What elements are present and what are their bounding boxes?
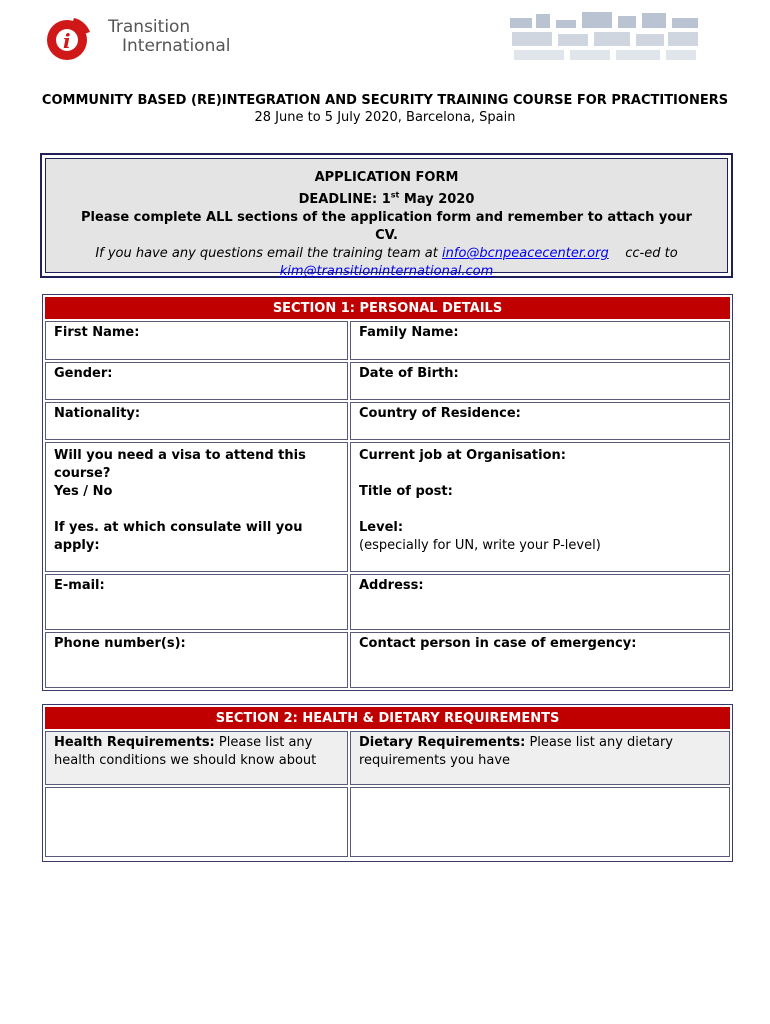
transition-international-logo [44, 14, 254, 64]
country-of-residence-field[interactable]: Country of Residence: [350, 402, 730, 440]
dietary-requirements-label: Dietary Requirements: Please list any dietary requirements you have [350, 731, 730, 785]
section-personal-details [42, 294, 733, 691]
gender-field[interactable]: Gender: [45, 362, 348, 400]
nationality-field[interactable]: Nationality: [45, 402, 348, 440]
document-title [40, 93, 730, 126]
visa-field[interactable]: Will you need a visa to attend this course? Yes / No If yes. at which consulate will you apply: [45, 442, 348, 572]
phone-field[interactable]: Phone number(s): [45, 632, 348, 688]
email-link-info[interactable]: info@bcnpeacecenter.org [442, 246, 609, 262]
svg-text:i: i [63, 29, 71, 53]
date-of-birth-field[interactable]: Date of Birth: [350, 362, 730, 400]
first-name-field[interactable]: First Name: [45, 321, 348, 360]
email-field[interactable]: E-mail: [45, 574, 348, 630]
course-title: COMMUNITY BASED (RE)INTEGRATION AND SECURITY TRAINING COURSE FOR PRACTITIONERS [41, 93, 729, 108]
logo-text-line1: Transition [108, 17, 191, 37]
emergency-contact-field[interactable]: Contact person in case of emergency: [350, 632, 730, 688]
section2-header: SECTION 2: HEALTH & DIETARY REQUIREMENTS [45, 707, 730, 729]
job-field[interactable]: Current job at Organisation: Title of post: Level: (especially for UN, write your P-level) [350, 442, 730, 572]
logo-text-line2: International [122, 36, 231, 56]
email-link-kim[interactable]: kim@transitioninternational.com [279, 264, 494, 280]
partner-logo-image [508, 10, 703, 65]
application-heading: APPLICATION FORM [314, 170, 459, 185]
deadline: DEADLINE: 1st May 2020 [298, 191, 475, 208]
address-field[interactable]: Address: [350, 574, 730, 630]
dietary-requirements-input[interactable] [350, 787, 730, 857]
course-dates: 28 June to 5 July 2020, Barcelona, Spain [254, 110, 516, 125]
contact-line: If you have any questions email the training team at info@bcnpeacecenter.org cc-ed to [95, 246, 678, 262]
application-info-box [40, 153, 733, 278]
section1-header: SECTION 1: PERSONAL DETAILS [45, 297, 730, 319]
section-health-dietary [42, 704, 733, 862]
health-requirements-input[interactable] [45, 787, 348, 857]
ti-logo-icon [44, 14, 94, 64]
instruction-text: Please complete ALL sections of the application form and remember to attach your CV. [81, 210, 692, 244]
family-name-field[interactable]: Family Name: [350, 321, 730, 360]
health-requirements-label: Health Requirements: Please list any health conditions we should know about [45, 731, 348, 785]
